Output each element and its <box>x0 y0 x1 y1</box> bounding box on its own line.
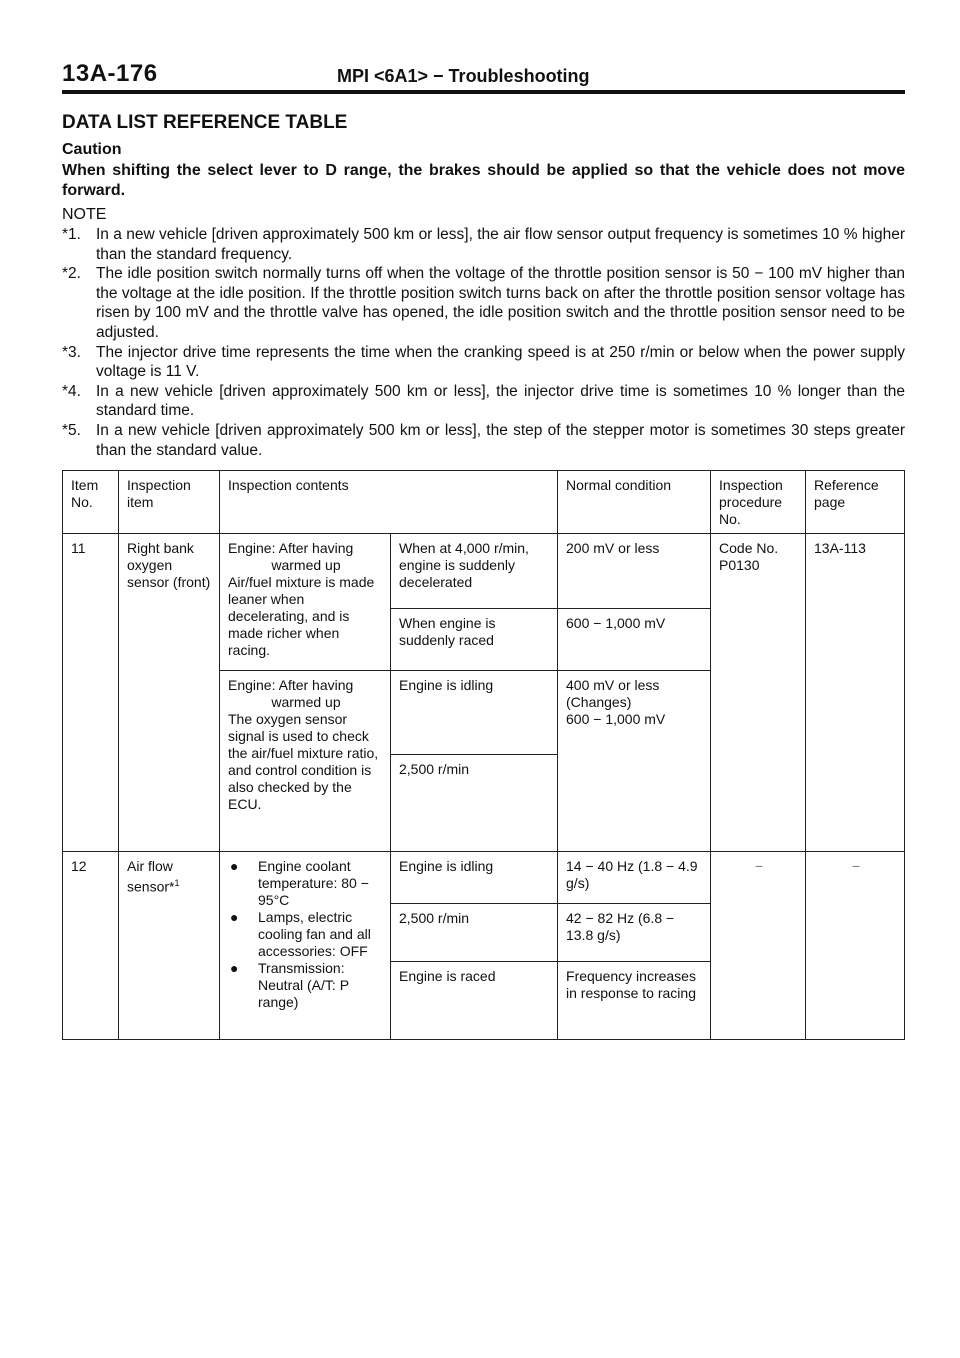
reference-page-cell <box>806 852 905 1040</box>
note-mark: *5. <box>62 421 81 439</box>
bullet-icon: ● <box>230 960 239 977</box>
note-item <box>62 382 905 421</box>
inspection-item-cell <box>119 852 220 1040</box>
header-item-no: Item No. <box>63 471 119 534</box>
normal-condition-cell <box>558 671 711 852</box>
note-heading: NOTE <box>62 206 107 223</box>
note-mark: *1. <box>62 226 81 243</box>
note-text: In a new vehicle [driven approximately 500 km or less], the injector drive time is sometimes 10 % longer than the standard time. <box>96 382 905 420</box>
page-number: 13A-176 <box>62 60 158 87</box>
sub-condition-cell: When engine is suddenly raced <box>391 608 558 671</box>
item-no-cell: 12 <box>63 852 119 1040</box>
condition-line: warmed up <box>271 556 341 573</box>
note-item <box>62 421 905 460</box>
item-no-cell: 11 <box>63 533 119 851</box>
normal-condition-cell: 42 − 82 Hz (6.8 − 13.8 g/s) <box>558 904 711 961</box>
condition-line: warmed up <box>271 694 341 711</box>
normal-line: 600 − 1,000 mV <box>566 711 666 728</box>
header-normal-condition: Normal condition <box>558 471 711 534</box>
header-inspection-contents: Inspection contents <box>220 471 558 534</box>
bullet-text: Lamps, electric cooling fan and all accessories: OFF <box>258 909 371 960</box>
note-mark: *4. <box>62 382 81 400</box>
data-list-table <box>62 470 905 1040</box>
sub-condition-cell: Engine is raced <box>391 961 558 1039</box>
header-inspection-procedure: Inspection procedure No. <box>711 471 806 534</box>
inspection-item-cell: Right bank oxygen sensor (front) <box>119 533 220 851</box>
normal-condition-cell: 14 − 40 Hz (1.8 − 4.9 g/s) <box>558 852 711 904</box>
sub-condition-cell: 2,500 r/min <box>391 904 558 961</box>
normal-condition-cell: 200 mV or less <box>558 533 711 608</box>
sub-condition-cell: Engine is idling <box>391 852 558 904</box>
normal-line: (Changes) <box>566 694 632 711</box>
condition-line: Engine: After having <box>228 677 354 694</box>
bullet-text: Engine coolant temperature: 80 − 95°C <box>258 858 369 909</box>
reference-page-cell: 13A-113 <box>806 533 905 851</box>
inspection-contents-cell <box>220 533 391 671</box>
bullet-icon: ● <box>230 909 239 926</box>
note-item <box>62 225 905 264</box>
inspection-contents-cell <box>220 671 391 852</box>
note-text: The idle position switch normally turns off when the voltage of the throttle position sensor is 50 − 100 mV higher than the voltage at the idle position. If the throttle position switch turns back on after the throttle position sensor voltage has risen by 100 mV and the throttle valve has opened, the idle position switch and the throttle position sensor need to be adjusted. <box>96 265 905 341</box>
sub-condition-cell: 2,500 r/min <box>391 754 558 851</box>
note-item <box>62 264 905 342</box>
header-inspection-item: Inspection item <box>119 471 220 534</box>
note-text: The injector drive time represents the time when the cranking speed is at 250 r/min or below when the power supply voltage is 11 V. <box>96 343 905 381</box>
table-row <box>63 533 905 608</box>
condition-line: Engine: After having <box>228 539 354 556</box>
note-item <box>62 343 905 382</box>
bullet-item <box>228 960 384 1011</box>
note-text: In a new vehicle [driven approximately 500 km or less], the step of the stepper motor is sometimes 30 steps greater than the standard value. <box>96 421 905 459</box>
note-mark: *3. <box>62 343 81 361</box>
condition-detail: Air/fuel mixture is made leaner when decelerating, and is made richer when racing. <box>228 573 375 658</box>
sub-condition-cell: When at 4,000 r/min, engine is suddenly decelerated <box>391 533 558 608</box>
bullet-item <box>228 909 384 960</box>
sub-condition-cell: Engine is idling <box>391 671 558 755</box>
caution-heading: Caution <box>62 141 122 158</box>
caution-text: When shifting the select lever to D range, the brakes should be applied so that the vehicle does not move forward. <box>62 162 905 199</box>
header-reference-page: Reference page <box>806 471 905 534</box>
inspection-contents-cell <box>220 852 391 1040</box>
normal-line: 400 mV or less <box>566 677 660 694</box>
normal-condition-cell: 600 − 1,000 mV <box>558 608 711 671</box>
page-title: MPI <6A1> − Troubleshooting <box>337 66 590 86</box>
inspection-item-label: Air flow sensor* <box>127 858 175 895</box>
note-list <box>62 225 905 460</box>
bullet-icon: ● <box>230 858 239 875</box>
note-text: In a new vehicle [driven approximately 500 km or less], the air flow sensor output frequency is sometimes 10 % higher than the standard frequency. <box>96 226 905 263</box>
dash-mark: − <box>851 858 861 875</box>
normal-condition-cell: Frequency increases in response to racing <box>558 961 711 1039</box>
section-title: DATA LIST REFERENCE TABLE <box>62 112 348 133</box>
table-row <box>63 852 905 904</box>
dash-mark: − <box>754 858 764 875</box>
condition-detail: The oxygen sensor signal is used to check the air/fuel mixture ratio, and control condition is also checked by the ECU. <box>228 711 379 813</box>
note-mark: *2. <box>62 265 81 283</box>
inspection-procedure-cell <box>711 852 806 1040</box>
footnote-mark: 1 <box>174 878 180 889</box>
inspection-procedure-cell: Code No. P0130 <box>711 533 806 851</box>
bullet-item <box>228 858 384 909</box>
table-header-row <box>63 471 905 534</box>
bullet-text: Transmission: Neutral (A/T: P range) <box>258 960 349 1011</box>
header-rule <box>62 90 905 94</box>
